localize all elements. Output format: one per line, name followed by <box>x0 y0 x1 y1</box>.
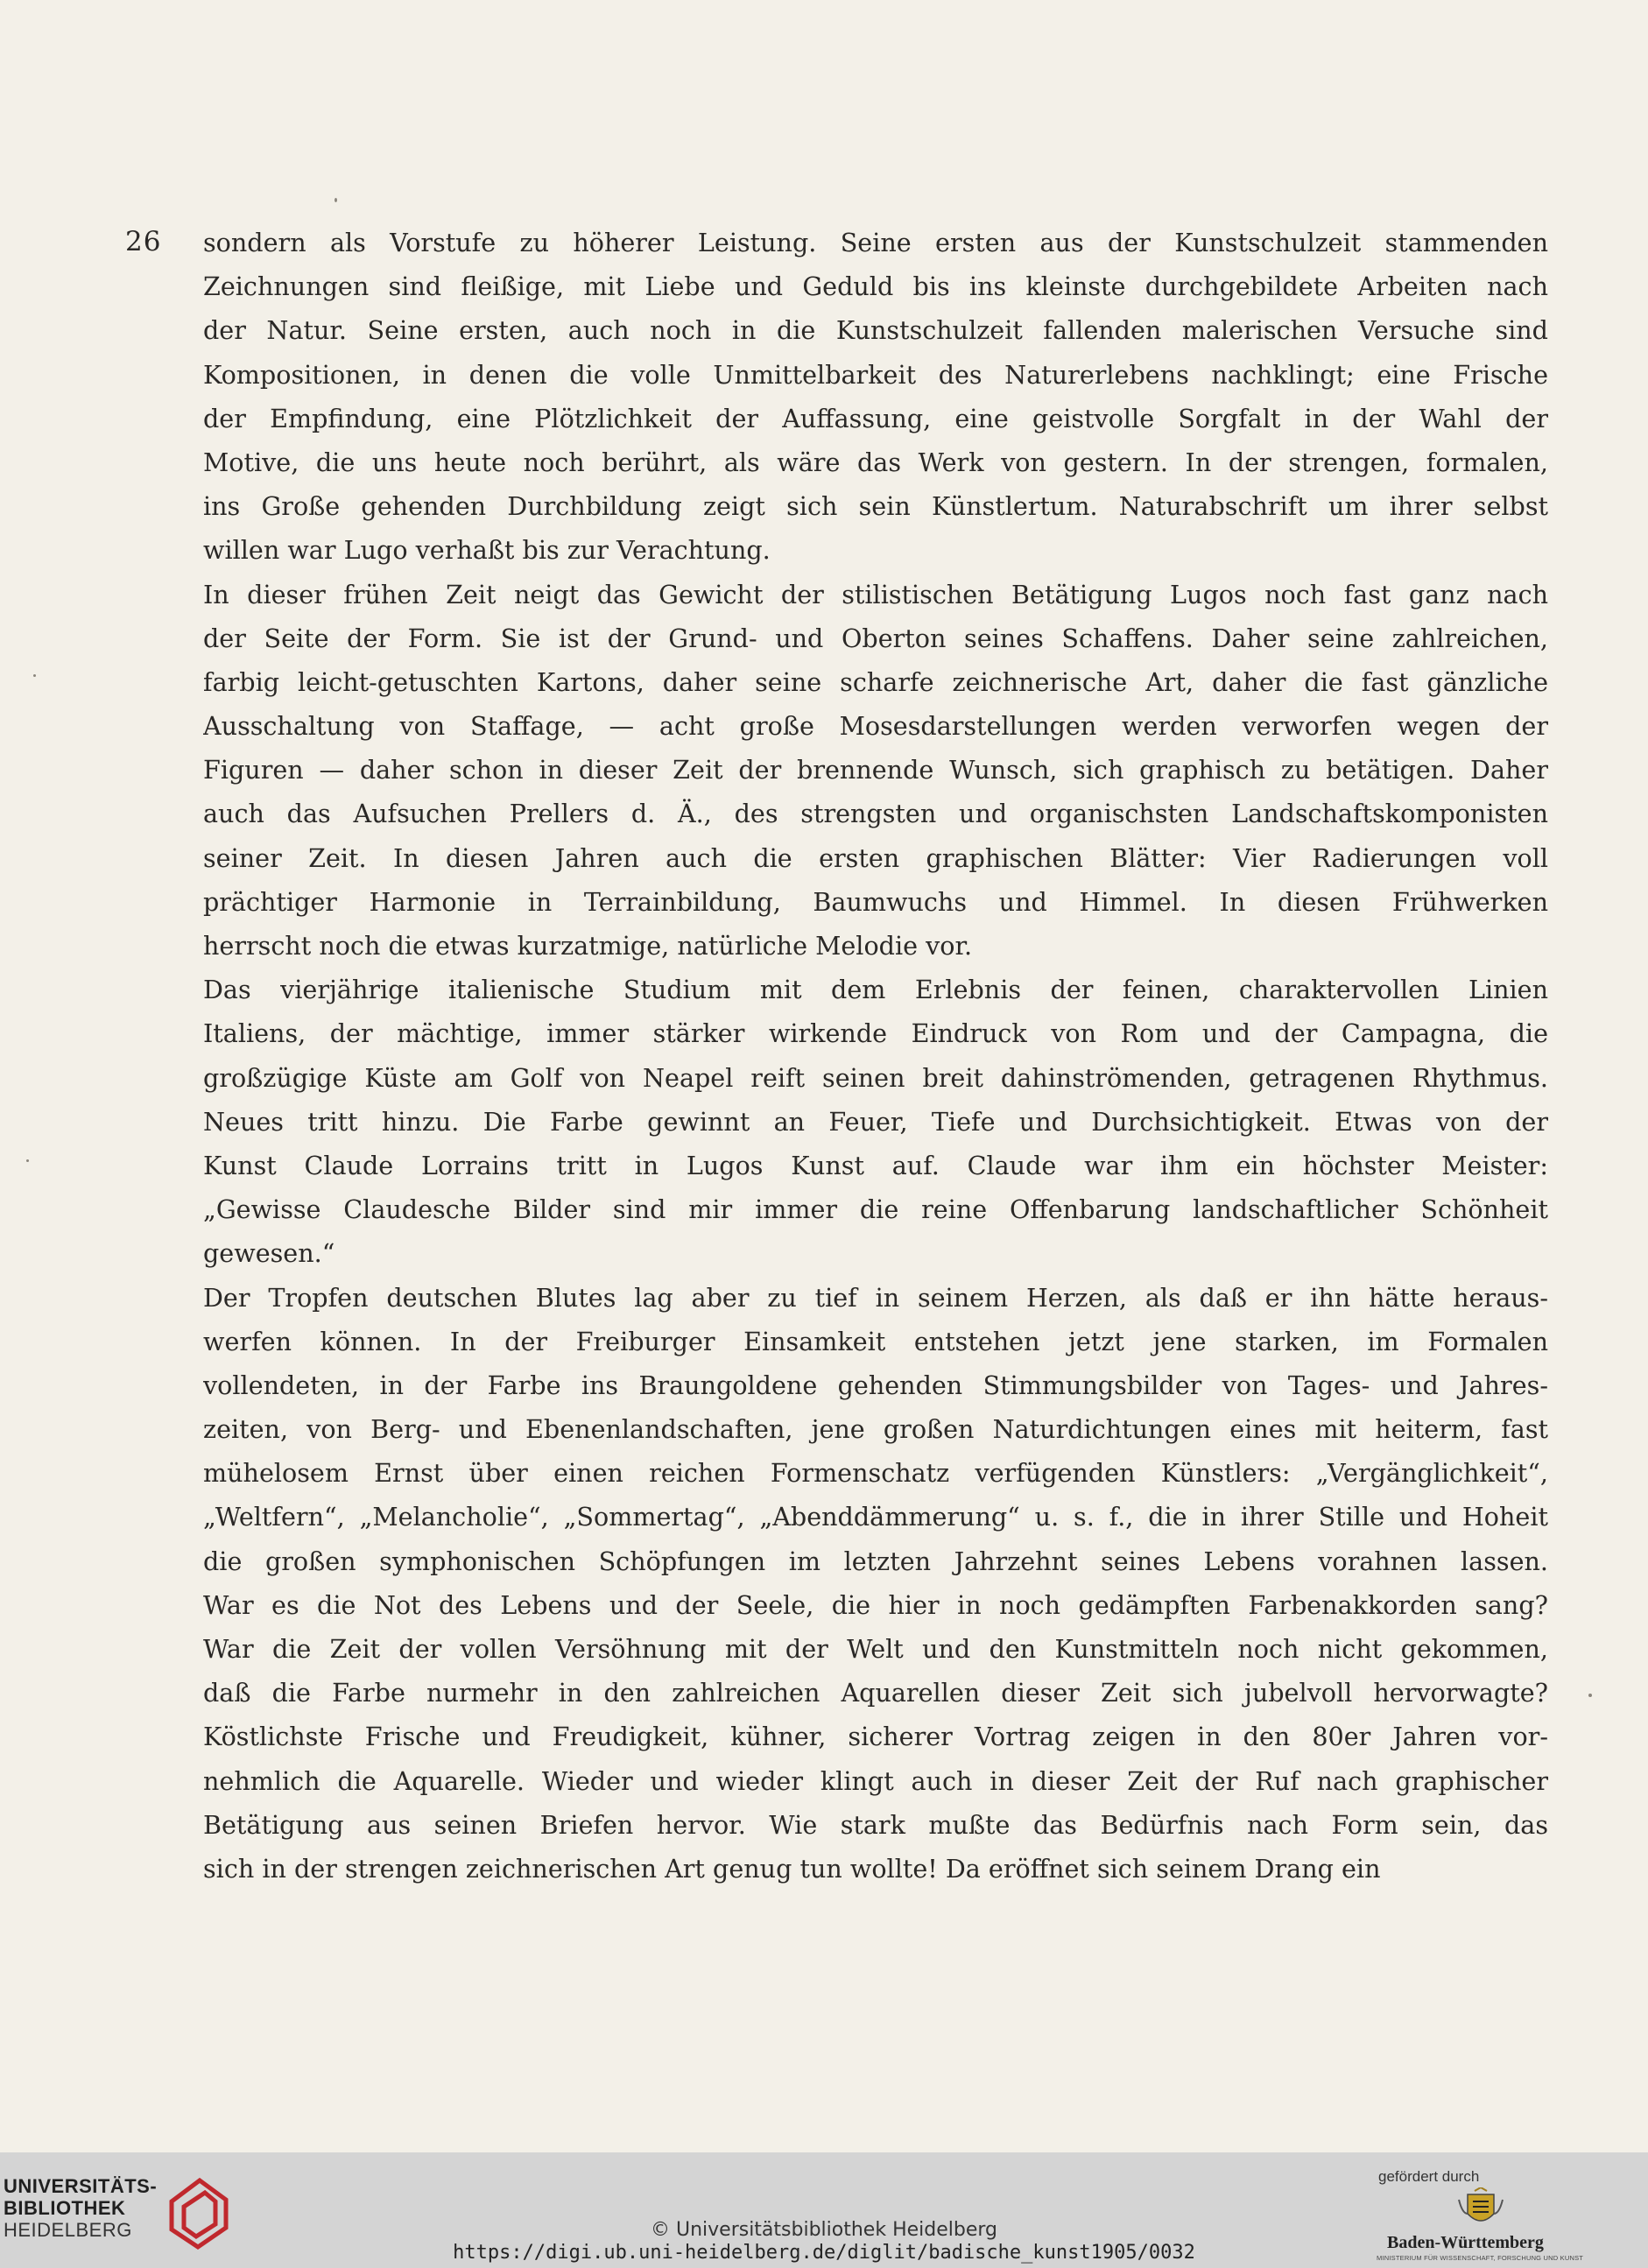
text-line: zeiten, von Berg- und Ebenenlandschaften, jene großen Naturdichtungen eines mit heiterm, fast <box>203 1414 1548 1445</box>
text-line: Ausschaltung von Staffage, — acht große Mosesdarstellungen werden verworfen wegen der <box>203 711 1548 742</box>
text-line: die großen symphonischen Schöpfungen im letzten Jahrzehnt seines Lebens vorahnen lassen. <box>203 1546 1548 1576</box>
page-number: 26 <box>125 226 162 257</box>
copyright-notice: © Universitätsbibliothek Heidelberg <box>650 2219 997 2241</box>
scan-speck <box>335 198 337 202</box>
text-line: Kunst Claude Lorrains tritt in Lugos Kunst auf. Claude war ihm ein höchster Meister: <box>203 1150 1548 1180</box>
library-name-line-2: BIBLIOTHEK <box>4 2197 126 2219</box>
text-line: nehmlich die Aquarelle. Wieder und wieder klingt auch in dieser Zeit der Ruf nach graphischer <box>203 1765 1548 1796</box>
library-name-line-3: HEIDELBERG <box>4 2219 132 2241</box>
text-line: prächtiger Harmonie in Terrainbildung, Baumwuchs und Himmel. In diesen Frühwerken <box>203 886 1548 917</box>
text-line: daß die Farbe nurmehr in den zahlreichen Aquarellen dieser Zeit sich jubelvoll hervorwagte? <box>203 1678 1548 1708</box>
text-line: Der Tropfen deutschen Blutes lag aber zu tief in seinem Herzen, als daß er ihn hätte heraus- <box>203 1282 1548 1313</box>
text-line: vollendeten, in der Farbe ins Braungoldene gehenden Stimmungsbilder von Tages- und Jahres- <box>203 1370 1548 1400</box>
text-line: sondern als Vorstufe zu höherer Leistung. Seine ersten aus der Kunstschulzeit stammenden <box>203 228 1548 257</box>
library-name-line-1: UNIVERSITÄTS- <box>4 2175 158 2197</box>
text-line: Köstlichste Frische und Freudigkeit, kühner, sicherer Vortrag zeigen in den 80er Jahren vor- <box>203 1722 1548 1752</box>
footer-bar <box>0 2152 1648 2268</box>
funder-name: Baden-Württemberg <box>1387 2233 1544 2252</box>
scan-speck <box>33 674 36 677</box>
text-line: der Natur. Seine ersten, auch noch in die Kunstschulzeit fallenden malerischen Versuche sind <box>203 315 1548 346</box>
text-line: Kompositionen, in denen die volle Unmittelbarkeit des Naturerlebens nachklingt; eine Frische <box>203 359 1548 390</box>
text-line: herrscht noch die etwas kurzatmige, natürliche Melodie vor. <box>203 931 973 961</box>
text-line: Neues tritt hinzu. Die Farbe gewinnt an Feuer, Tiefe und Durchsichtigkeit. Etwas von der <box>203 1106 1548 1137</box>
text-line: auch das Aufsuchen Prellers d. Ä., des strengsten und organischsten Landschaftskomponisten <box>203 799 1548 829</box>
text-line: Figuren — daher schon in dieser Zeit der brennende Wunsch, sich graphisch zu betätigen. Daher <box>203 755 1548 785</box>
text-line: seiner Zeit. In diesen Jahren auch die ersten graphischen Blätter: Vier Radierungen voll <box>203 842 1548 873</box>
text-line: Italiens, der mächtige, immer stärker wirkende Eindruck von Rom und der Campagna, die <box>203 1018 1548 1049</box>
text-line: mühelosem Ernst über einen reichen Formenschatz verfügenden Künstlers: „Vergänglichkeit“, <box>203 1458 1548 1489</box>
text-line: willen war Lugo verhaßt bis zur Verachtung. <box>203 535 771 566</box>
text-line: Zeichnungen sind fleißige, mit Liebe und Geduld bis ins kleinste durchgebildete Arbeiten nach <box>203 271 1548 302</box>
funder-ministry: MINISTERIUM FÜR WISSENSCHAFT, FORSCHUNG UND KUNST <box>1377 2254 1584 2262</box>
text-line: „Weltfern“, „Melancholie“, „Sommertag“, „Abenddämmerung“ u. s. f., die in ihrer Stille und Hoheit <box>203 1502 1548 1532</box>
text-line: War die Zeit der vollen Versöhnung mit der Welt und den Kunstmitteln noch nicht gekommen, <box>203 1634 1548 1664</box>
text-line: Betätigung aus seinen Briefen hervor. Wie stark mußte das Bedürfnis nach Form sein, das <box>203 1809 1548 1840</box>
body-text <box>203 221 1548 1891</box>
text-line: ins Große gehenden Durchbildung zeigt sich sein Künstlertum. Naturabschrift um ihrer selbst <box>203 491 1548 522</box>
text-line: großzügige Küste am Golf von Neapel reift seinen breit dahinströmenden, getragenen Rhythmus. <box>203 1062 1548 1093</box>
text-line: Das vierjährige italienische Studium mit dem Erlebnis der feinen, charaktervollen Linien <box>203 975 1548 1005</box>
text-line: der Seite der Form. Sie ist der Grund- und Oberton seines Schaffens. Daher seine zahlreichen, <box>203 623 1548 653</box>
text-line: sich in der strengen zeichnerischen Art genug tun wollte! Da eröffnet sich seinem Drang ein <box>203 1853 1381 1884</box>
text-line: In dieser frühen Zeit neigt das Gewicht der stilistischen Betätigung Lugos noch fast ganz nach <box>203 579 1548 609</box>
scan-speck <box>26 1159 29 1162</box>
funded-by-label: gefördert durch <box>1378 2168 1480 2185</box>
state-crest-icon[interactable] <box>1455 2187 1506 2231</box>
text-line: War es die Not des Lebens und der Seele, die hier in noch gedämpften Farbenakkorden sang? <box>203 1589 1548 1620</box>
text-line: gewesen.“ <box>203 1238 335 1269</box>
text-line: werfen können. In der Freiburger Einsamkeit entstehen jetzt jene starken, im Formalen <box>203 1326 1548 1356</box>
permalink-url[interactable]: https://digi.ub.uni-heidelberg.de/diglit/badische_kunst1905/0032 <box>453 2242 1195 2264</box>
text-line: Motive, die uns heute noch berührt, als wäre das Werk von gestern. In der strengen, formalen, <box>203 447 1548 477</box>
text-line: der Empfindung, eine Plötzlichkeit der Auffassung, eine geistvolle Sorgfalt in der Wahl der <box>203 403 1548 433</box>
scan-speck <box>1588 1694 1592 1697</box>
text-line: farbig leicht-getuschten Kartons, daher seine scharfe zeichnerische Art, daher die fast gänzliche <box>203 666 1548 697</box>
text-line: „Gewisse Claudesche Bilder sind mir immer die reine Offenbarung landschaftlicher Schönheit <box>203 1194 1548 1225</box>
